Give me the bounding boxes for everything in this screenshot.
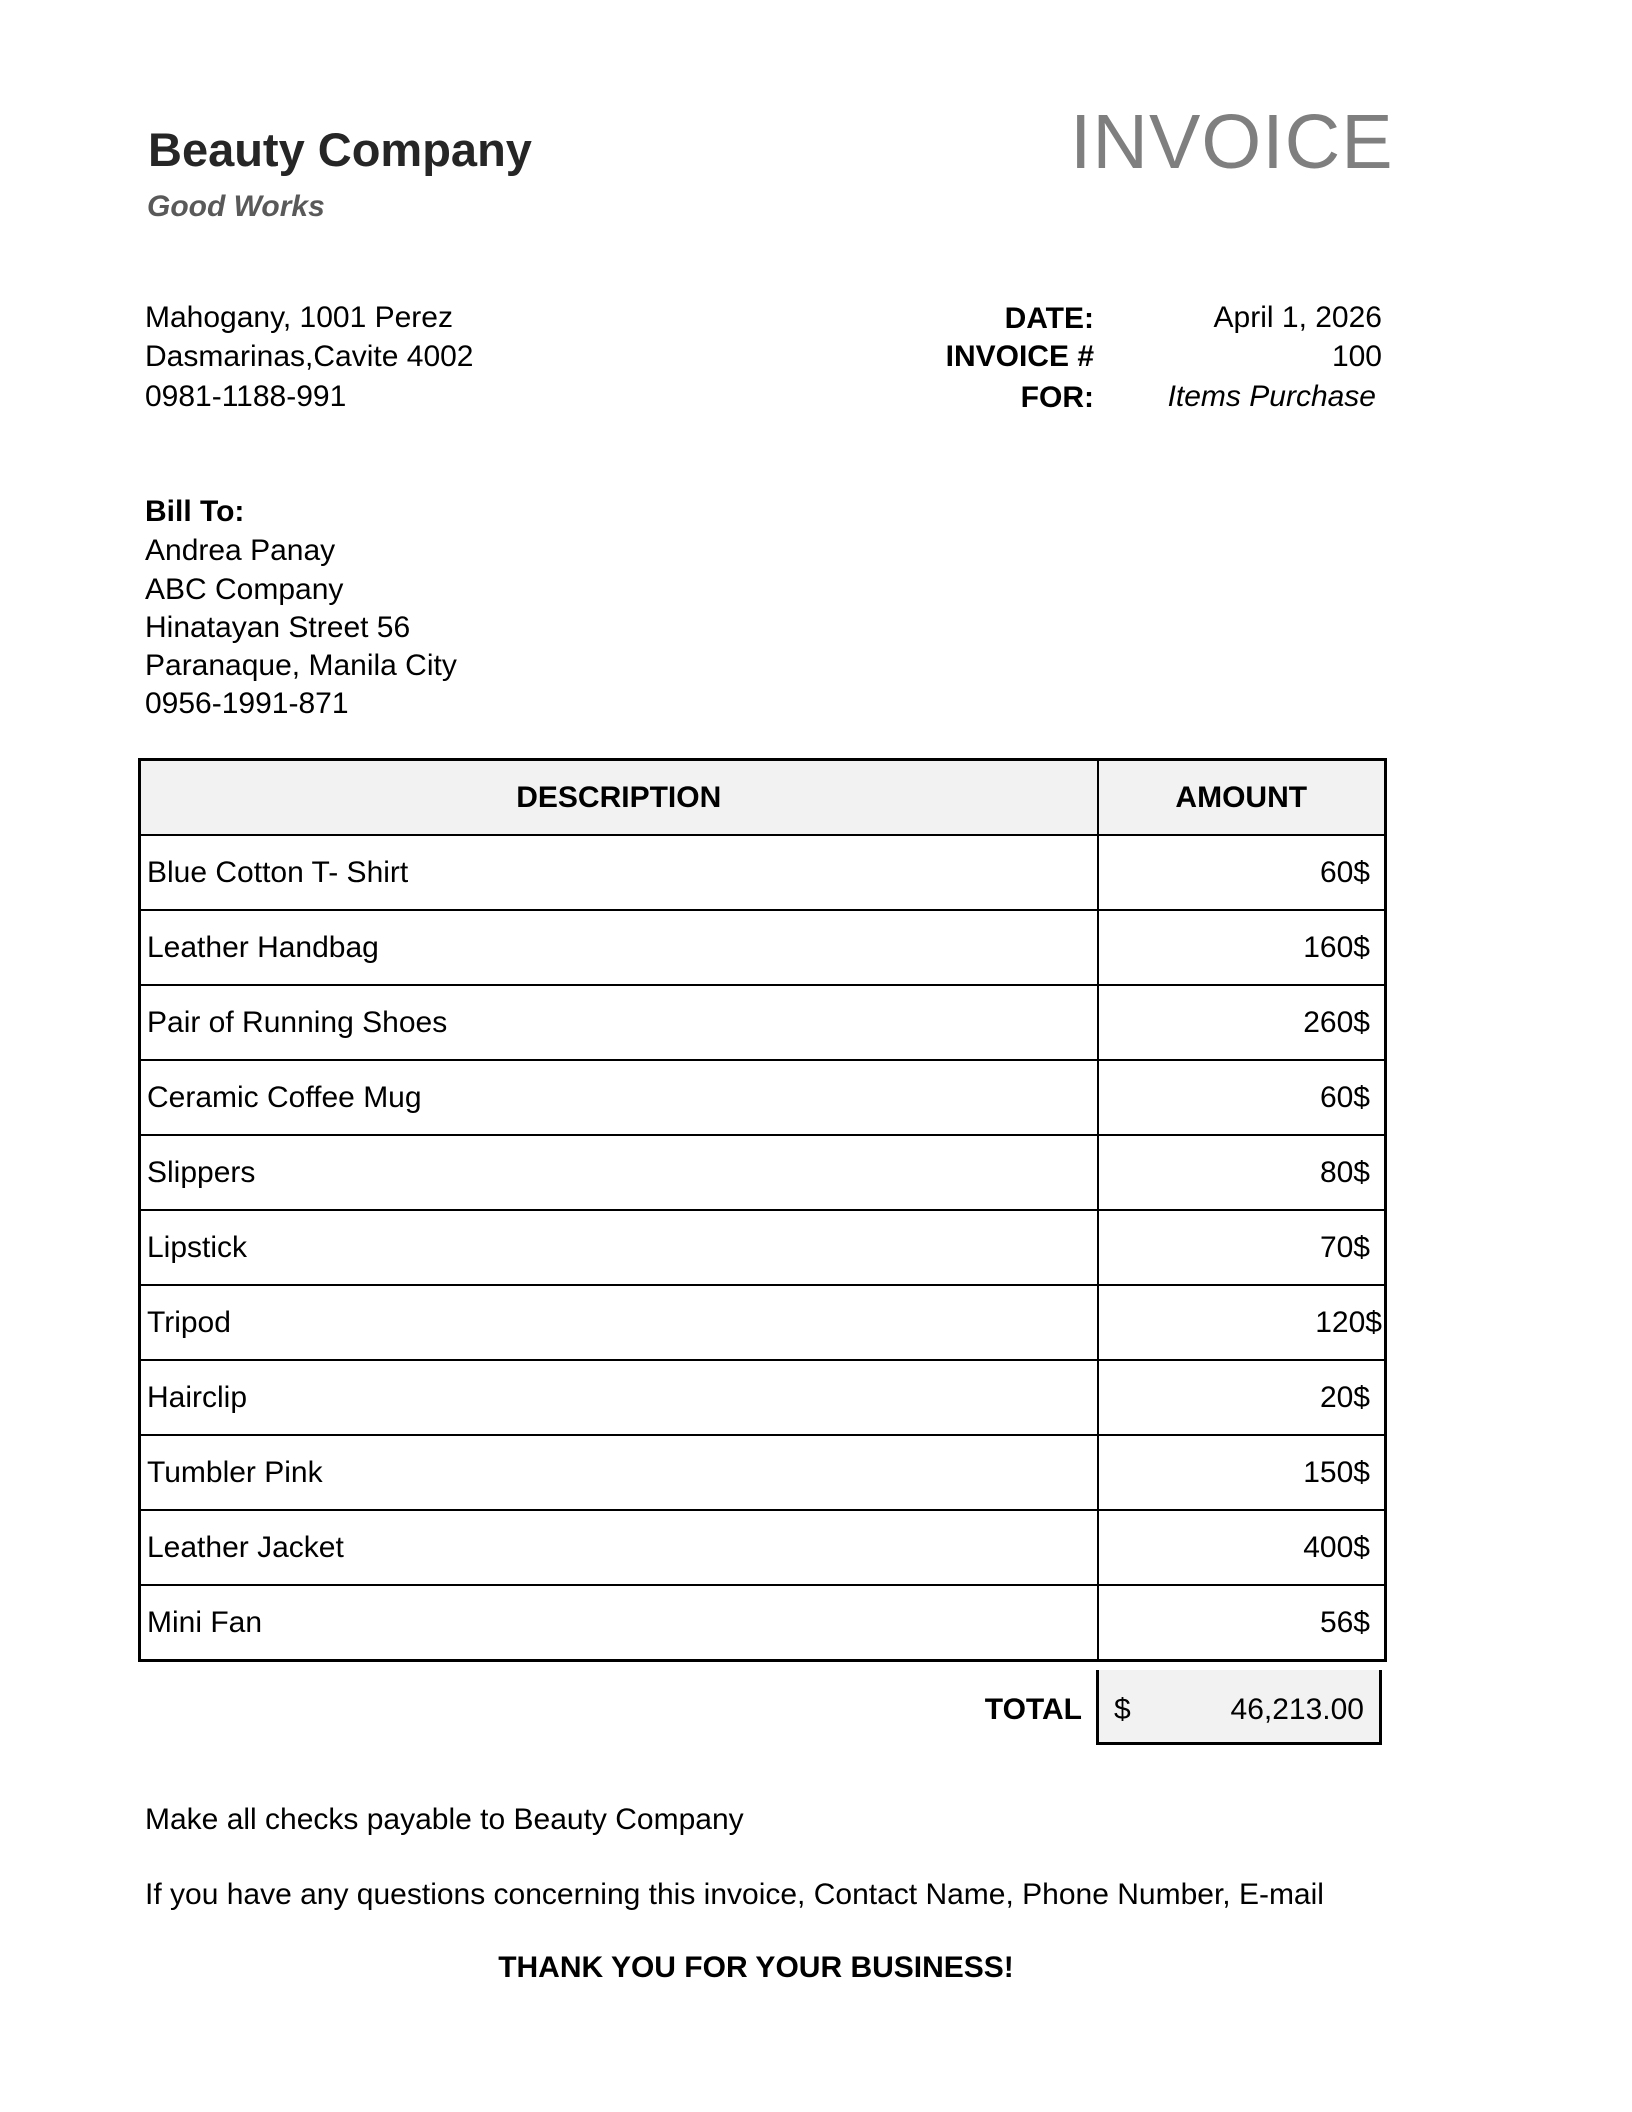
item-description: Hairclip	[140, 1360, 1098, 1435]
items-table	[138, 758, 1387, 1662]
item-description: Lipstick	[140, 1210, 1098, 1285]
table-row	[140, 1285, 1386, 1360]
total-value: 46,213.00	[1230, 1693, 1364, 1726]
bill-to-name: Andrea Panay	[145, 534, 336, 567]
amount-column-header: AMOUNT	[1098, 760, 1386, 836]
questions-note: If you have any questions concerning this invoice, Contact Name, Phone Number, E-mail	[145, 1878, 1324, 1911]
item-amount: 260$	[1098, 985, 1386, 1060]
table-header-row	[140, 760, 1386, 836]
item-amount: 400$	[1098, 1510, 1386, 1585]
table-row	[140, 1435, 1386, 1510]
thank-you-note: THANK YOU FOR YOUR BUSINESS!	[498, 1951, 1014, 1984]
date-label: DATE:	[1004, 302, 1094, 335]
item-amount: 150$	[1098, 1435, 1386, 1510]
total-currency: $	[1114, 1693, 1131, 1726]
table-row	[140, 1585, 1386, 1661]
table-row	[140, 835, 1386, 910]
table-row	[140, 1360, 1386, 1435]
table-row	[140, 910, 1386, 985]
table-row	[140, 1135, 1386, 1210]
item-amount: 60$	[1098, 835, 1386, 910]
for-value: Items Purchase	[1167, 380, 1376, 413]
item-description: Mini Fan	[140, 1585, 1098, 1661]
item-description: Pair of Running Shoes	[140, 985, 1098, 1060]
description-column-header: DESCRIPTION	[140, 760, 1098, 836]
bill-to-company: ABC Company	[145, 573, 344, 606]
date-value: April 1, 2026	[1213, 301, 1382, 334]
item-amount: 20$	[1098, 1360, 1386, 1435]
bill-to-phone: 0956-1991-871	[145, 687, 349, 720]
bill-to-street: Hinatayan Street 56	[145, 611, 411, 644]
company-name: Beauty Company	[148, 123, 532, 176]
total-label: TOTAL	[984, 1693, 1082, 1726]
invoice-number-value: 100	[1331, 340, 1382, 373]
company-address-line1: Mahogany, 1001 Perez	[145, 301, 453, 334]
item-description: Tripod	[140, 1285, 1098, 1360]
item-description: Tumbler Pink	[140, 1435, 1098, 1510]
item-amount: 60$	[1098, 1060, 1386, 1135]
table-row	[140, 985, 1386, 1060]
invoice-number-label: INVOICE #	[945, 340, 1094, 373]
item-amount: 160$	[1098, 910, 1386, 985]
table-row	[140, 1210, 1386, 1285]
item-amount: 70$	[1098, 1210, 1386, 1285]
company-tagline: Good Works	[147, 190, 325, 223]
company-phone: 0981-1188-991	[145, 380, 347, 413]
item-description: Leather Jacket	[140, 1510, 1098, 1585]
table-row	[140, 1510, 1386, 1585]
item-amount: 120$	[1098, 1285, 1386, 1360]
item-description: Blue Cotton T- Shirt	[140, 835, 1098, 910]
invoice-title: INVOICE	[1070, 99, 1394, 185]
item-description: Slippers	[140, 1135, 1098, 1210]
item-description: Ceramic Coffee Mug	[140, 1060, 1098, 1135]
payable-note: Make all checks payable to Beauty Company	[145, 1803, 744, 1836]
item-amount: 80$	[1098, 1135, 1386, 1210]
company-address-line2: Dasmarinas,Cavite 4002	[145, 340, 474, 373]
for-label: FOR:	[1020, 381, 1094, 414]
item-amount: 56$	[1098, 1585, 1386, 1661]
table-row	[140, 1060, 1386, 1135]
bill-to-city: Paranaque, Manila City	[145, 649, 457, 682]
item-description: Leather Handbag	[140, 910, 1098, 985]
bill-to-heading: Bill To:	[145, 495, 245, 528]
